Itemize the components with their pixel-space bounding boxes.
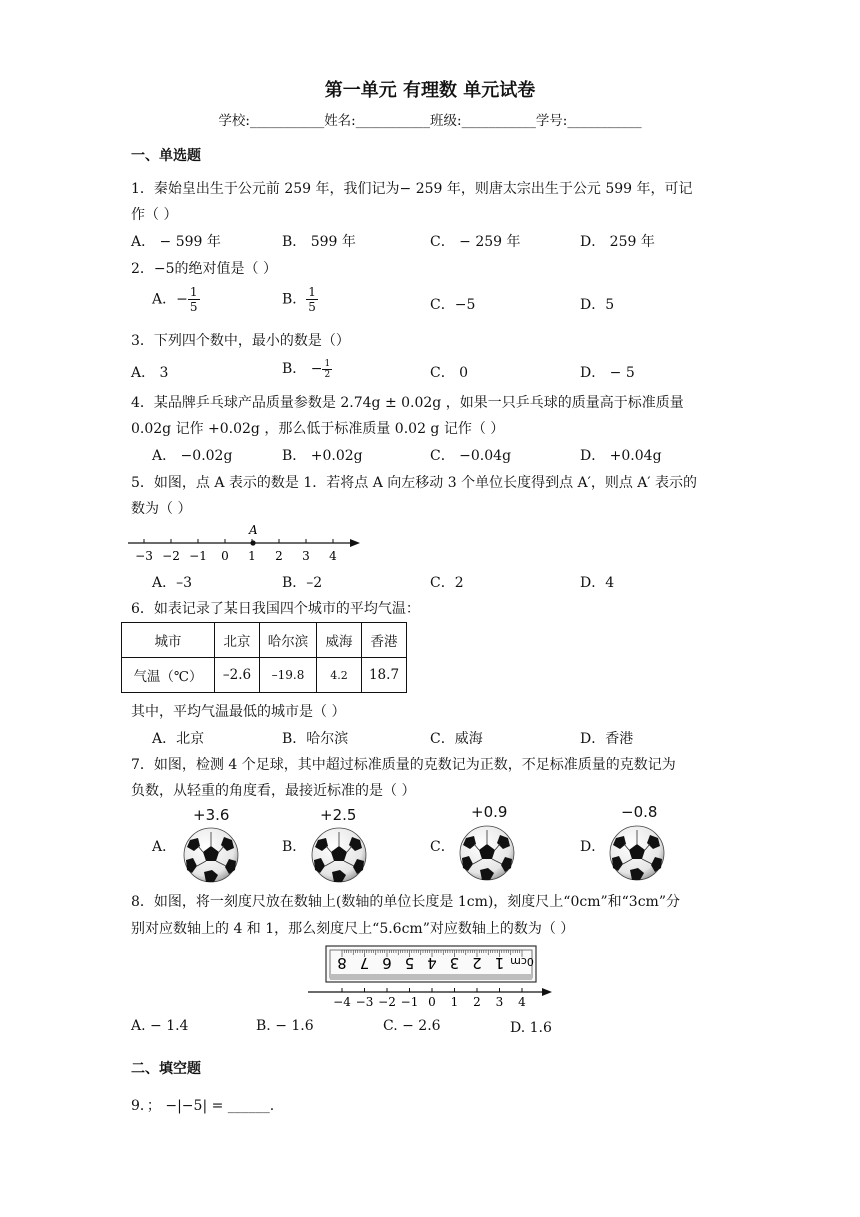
question-4-line-2: 0.02g 记作 +0.02g ，那么低于标准质量 0.02 g 记作（ ） [131,421,505,437]
ruler-label: 7 [359,954,370,972]
ball-d-value: −0.8 [621,803,658,821]
q6-option-d[interactable]: D．香港 [580,731,634,747]
q4-option-d[interactable]: D． +0.04g [580,448,662,464]
soccer-ball-icon [182,826,240,884]
ruler-label: 5 [404,954,415,972]
q4-option-a[interactable]: A． −0.02g [152,448,233,464]
fraction: $\frac{1}{5}$ [308,285,316,314]
ball-b-value: +2.5 [320,806,357,824]
q8-option-a[interactable]: A. − 1.4 [131,1018,189,1034]
section-heading-fill-in: 二、填空题 [131,1061,201,1077]
number-line-tick-label: 3 [302,549,310,563]
axis-tick-label: 2 [473,995,481,1009]
number-line-tick-label: 1 [248,549,256,563]
name-blank[interactable]: ___________ [355,113,430,129]
axis-tick-label: −3 [355,995,374,1009]
question-8-line-1: 8．如图，将一刻度尺放在数轴上(数轴的单位长度是 1cm)，刻度尺上“0cm”和“3cm”分 [131,894,680,910]
q3-option-d[interactable]: D． − 5 [580,365,635,381]
q5-option-b[interactable]: B．–2 [282,575,323,591]
section-heading-single-choice: 一、单选题 [131,148,201,164]
q8-option-b[interactable]: B. − 1.6 [256,1018,314,1034]
fraction: $\frac{1}{5}$ [189,285,198,314]
table-header-cell: 北京 [215,623,260,658]
student-info-line [0,109,860,129]
table-cell: 气温（℃） [122,658,215,693]
ruler-label: 6 [382,954,392,972]
q1-option-d[interactable]: D． 259 年 [580,234,655,250]
point-a-label: A [249,523,258,537]
question-6-after-table: 其中，平均气温最低的城市是（ ） [131,704,346,720]
soccer-ball-icon [458,824,516,882]
number-line-tick-label: −1 [189,549,207,563]
table-header-cell: 哈尔滨 [260,623,317,658]
number-line-tick-label: 2 [275,549,283,563]
q2-option-a[interactable]: A．− $\frac{1}{5}$ [152,285,198,314]
q7-option-d[interactable]: D． [580,839,606,855]
question-5-line-2: 数为（ ） [131,501,192,517]
table-header-cell: 威海 [317,623,362,658]
number-label: 学号: [535,113,568,129]
q4-option-b[interactable]: B． +0.02g [282,448,363,464]
ruler-scale-strip [330,974,532,980]
q1-option-c[interactable]: C． − 259 年 [430,234,521,250]
number-line-figure [126,520,366,566]
q4-option-c[interactable]: C． −0.04g [430,448,512,464]
ruler-label: 1 [494,954,505,972]
q6-option-a[interactable]: A．北京 [152,731,205,747]
class-blank[interactable]: ___________ [461,113,536,129]
fraction: $\frac{1}{2}$ [324,358,331,380]
q7-option-b[interactable]: B． [282,839,307,855]
axis-arrow-icon [350,539,360,547]
q7-option-a[interactable]: A． [152,839,177,855]
q6-option-b[interactable]: B．哈尔滨 [282,731,349,747]
q3-option-b[interactable]: B． − $\frac{1}{2}$ [282,358,331,380]
question-6-stem: 6．如表记录了某日我国四个城市的平均气温： [131,601,420,617]
page-title: 第一单元 有理数 单元试卷 [324,80,536,101]
question-1-line-2: 作（ ） [131,207,178,223]
q1-option-a[interactable]: A． − 599 年 [131,234,221,250]
temperature-table [121,622,407,693]
number-line-tick-label: −2 [162,549,180,563]
question-3-stem: 3．下列四个数中，最小的数是（） [131,333,350,349]
table-header-row [122,623,407,658]
table-header-cell: 香港 [362,623,407,658]
question-9-stem[interactable]: 9．； −|−5| = ______. [131,1098,275,1114]
number-line-tick-label: 0 [221,549,229,563]
q2-option-c[interactable]: C．−5 [430,297,476,313]
q3-option-c[interactable]: C． 0 [430,365,469,381]
table-cell: 4.2 [317,658,362,693]
ruler-number-line-figure [306,944,558,1010]
number-line-tick-label: 4 [329,549,337,563]
ruler-label: 3 [449,954,460,972]
table-row [122,658,407,693]
soccer-ball-icon [310,826,368,884]
ball-a-value: +3.6 [193,806,230,824]
q5-option-c[interactable]: C．2 [430,575,464,591]
q2-option-d[interactable]: D．5 [580,297,615,313]
ruler-label: 4 [427,954,437,972]
point-a-dot [250,540,255,545]
axis-arrow-icon [542,988,552,996]
question-4-line-1: 4．某品牌乒乓球产品质量参数是 2.74g ± 0.02g ，如果一只乒乓球的质量高于标准质量 [131,395,684,411]
q1-option-b[interactable]: B． 599 年 [282,234,356,250]
question-1-line-1: 1．秦始皇出生于公元前 259 年，我们记为− 259 年，则唐太宗出生于公元 599 年，可记 [131,181,693,197]
q5-option-a[interactable]: A．–3 [152,575,193,591]
axis-tick-label: 0 [428,995,436,1009]
q7-option-c[interactable]: C． [430,839,455,855]
axis-tick-label: 3 [495,995,504,1009]
axis-tick-label: −1 [400,995,419,1009]
table-cell: –19.8 [260,658,317,693]
q3-option-a[interactable]: A． 3 [131,365,169,381]
name-label: 姓名: [324,113,356,129]
q2-option-b[interactable]: B． $\frac{1}{5}$ [282,285,316,314]
school-blank[interactable]: ___________ [249,113,325,129]
ball-c-value: +0.9 [471,803,508,821]
ruler-label: 0cm [510,955,534,968]
q6-option-c[interactable]: C．威海 [430,731,483,747]
axis-tick-label: −4 [333,995,351,1009]
question-7-line-2: 负数，从轻重的角度看，最接近标准的是（ ） [131,783,416,799]
axis-tick-label: 1 [450,995,459,1009]
q8-option-c[interactable]: C. − 2.6 [383,1018,441,1034]
soccer-ball-icon [608,824,666,882]
axis-tick-label: 4 [518,995,526,1009]
question-7-line-1: 7．如图，检测 4 个足球，其中超过标准质量的克数记为正数，不足标准质量的克数记为 [131,757,676,773]
number-blank[interactable]: ___________ [567,113,642,129]
number-line-tick-label: −3 [135,549,153,563]
table-cell: –2.6 [215,658,260,693]
question-2-stem: 2．−5的绝对值是（ ） [131,261,277,277]
class-label: 班级: [430,113,462,129]
q5-option-d[interactable]: D．4 [580,575,615,591]
table-cell: 18.7 [362,658,407,693]
q8-option-d[interactable]: D. 1.6 [510,1020,552,1036]
axis-tick-label: −2 [378,995,396,1009]
school-label: 学校: [218,113,250,129]
table-header-cell: 城市 [122,623,215,658]
ruler-label: 2 [472,954,482,972]
question-8-line-2: 别对应数轴上的 4 和 1，那么刻度尺上“5.6cm”对应数轴上的数为（ ） [131,921,575,937]
ruler-label: 8 [337,954,347,972]
question-5-line-1: 5．如图，点 A 表示的数是 1．若将点 A 向左移动 3 个单位长度得到点 A′，则点 A′ 表示的 [131,475,698,491]
